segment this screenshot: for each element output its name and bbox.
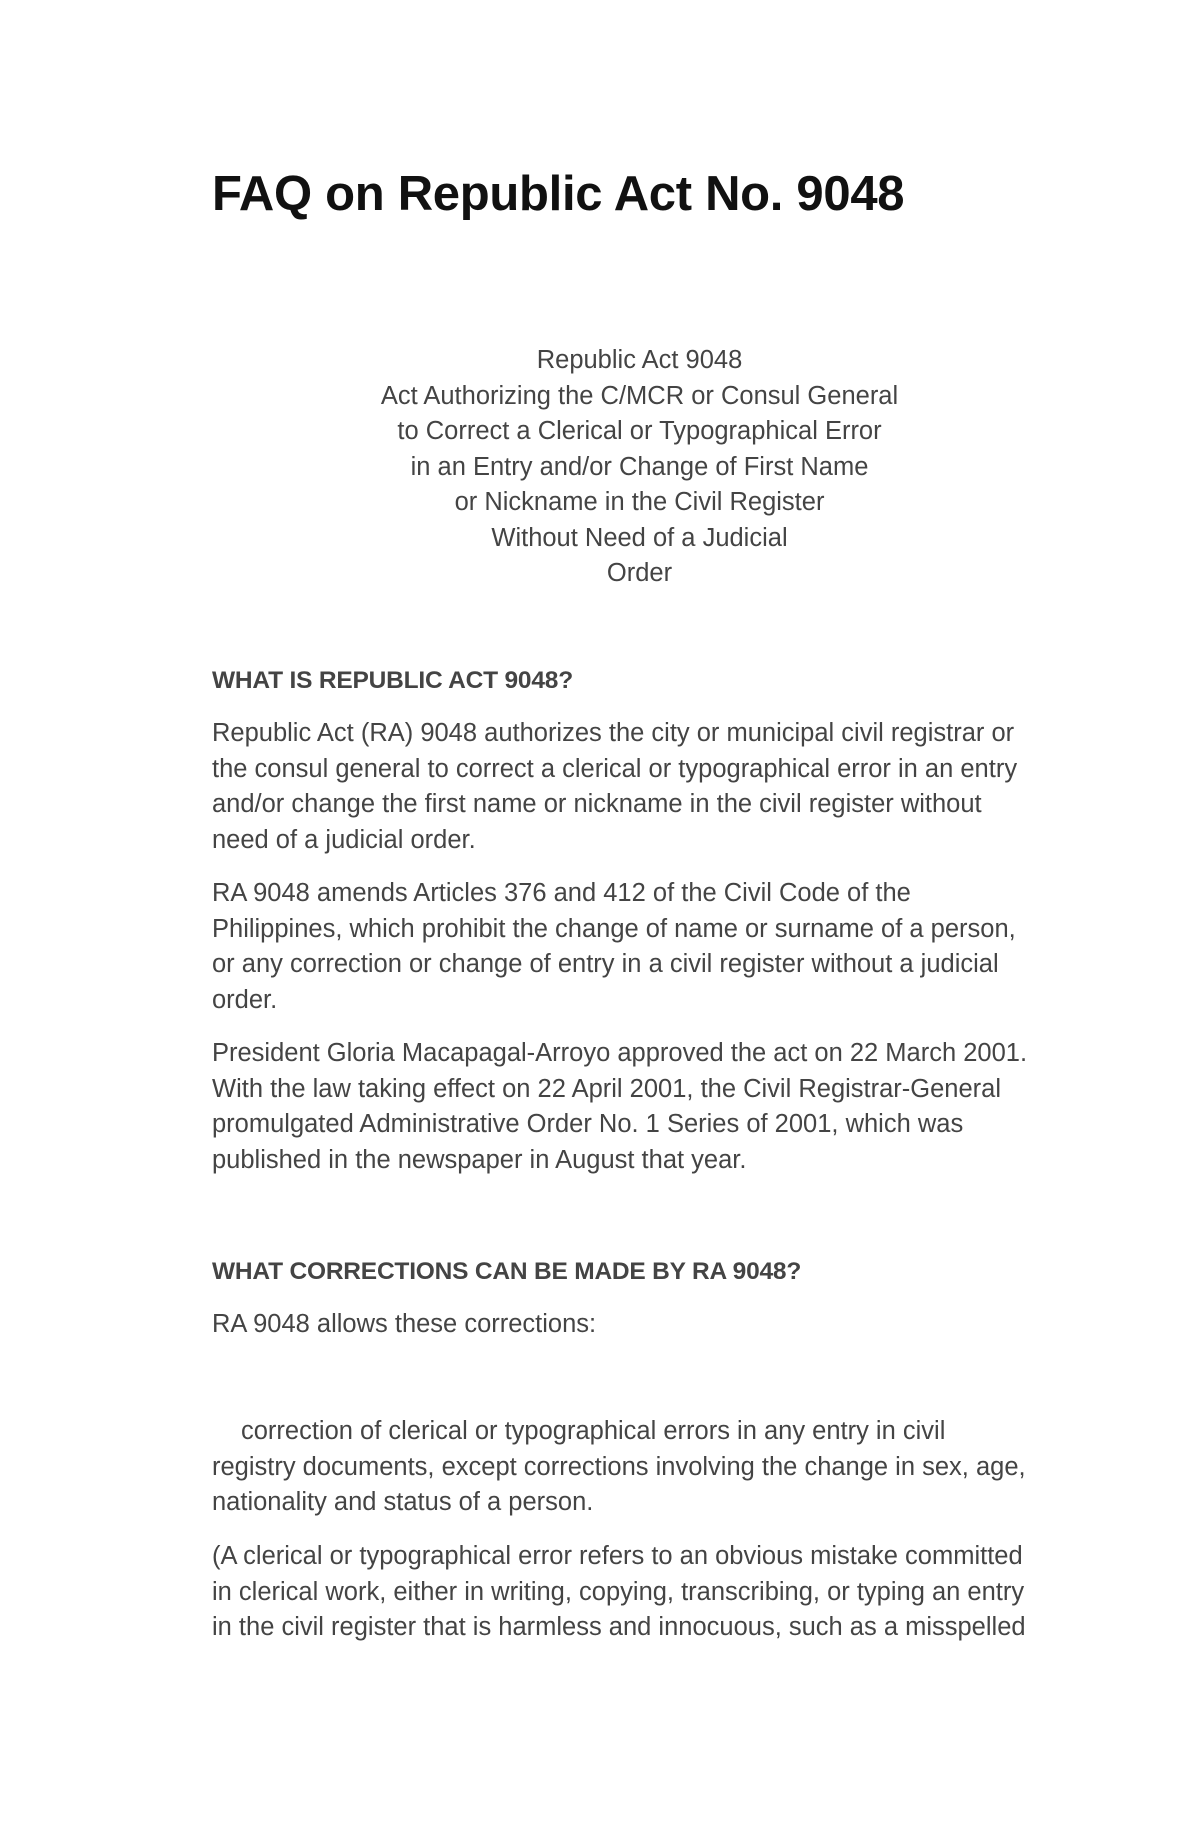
document-title: FAQ on Republic Act No. 9048 (212, 167, 905, 221)
section-heading: WHAT CORRECTIONS CAN BE MADE BY RA 9048? (212, 1258, 802, 1285)
paragraph-line: RA 9048 amends Articles 376 and 412 of the Civil Code of the (212, 879, 911, 907)
paragraph-line: and/or change the first name or nickname in the civil register without (212, 790, 982, 818)
paragraph-line: Philippines, which prohibit the change of name or surname of a person, (212, 914, 1016, 943)
paragraph-line: President Gloria Macapagal-Arroyo approved the act on 22 March 2001. (212, 1039, 1028, 1067)
paragraph (212, 1539, 1072, 1646)
subtitle-line: Without Need of a Judicial (491, 523, 788, 552)
paragraph (212, 876, 1072, 1018)
paragraph-line: (A clerical or typographical error refers to an obvious mistake committed (212, 1542, 1023, 1570)
paragraph-line: or any correction or change of entry in a civil register without a judicial (212, 950, 999, 978)
paragraph-line: the consul general to correct a clerical or typographical error in an entry (212, 754, 1018, 783)
subtitle-line: to Correct a Clerical or Typographical Error (397, 417, 882, 445)
paragraph-line: Republic Act (RA) 9048 authorizes the city or municipal civil registrar or (212, 719, 1015, 747)
subtitle-line: or Nickname in the Civil Register (454, 488, 825, 516)
paragraph (212, 1307, 1072, 1343)
paragraph-line: RA 9048 allows these corrections: (212, 1310, 597, 1338)
act-subtitle (212, 343, 1067, 592)
paragraph-line: correction of clerical or typographical errors in any entry in civil (241, 1417, 946, 1445)
subtitle-line: Republic Act 9048 (536, 346, 743, 374)
paragraph-line: registry documents, except corrections involving the change in sex, age, (212, 1452, 1026, 1481)
paragraph-line: With the law taking effect on 22 April 2001, the Civil Registrar-General (212, 1074, 1002, 1103)
section-heading: WHAT IS REPUBLIC ACT 9048? (212, 667, 573, 694)
paragraph-line: need of a judicial order. (212, 825, 476, 854)
paragraph-line: published in the newspaper in August that year. (212, 1145, 747, 1174)
subtitle-line: in an Entry and/or Change of First Name (410, 452, 869, 481)
paragraph-line: promulgated Administrative Order No. 1 Series of 2001, which was (212, 1110, 964, 1138)
section-what-is-ra9048 (212, 667, 1072, 695)
list-item (212, 1414, 1072, 1521)
paragraph-line: in the civil register that is harmless and innocuous, such as a misspelled (212, 1613, 1026, 1641)
subtitle-line: Order (606, 559, 673, 587)
paragraph-line: nationality and status of a person. (212, 1488, 594, 1516)
paragraph-line: in clerical work, either in writing, copying, transcribing, or typing an entry (212, 1577, 1025, 1606)
paragraph (212, 1036, 1072, 1178)
paragraph-line: order. (212, 985, 278, 1014)
paragraph (212, 716, 1072, 858)
section-what-corrections (212, 1258, 1072, 1286)
subtitle-line: Act Authorizing the C/MCR or Consul General (380, 381, 899, 410)
